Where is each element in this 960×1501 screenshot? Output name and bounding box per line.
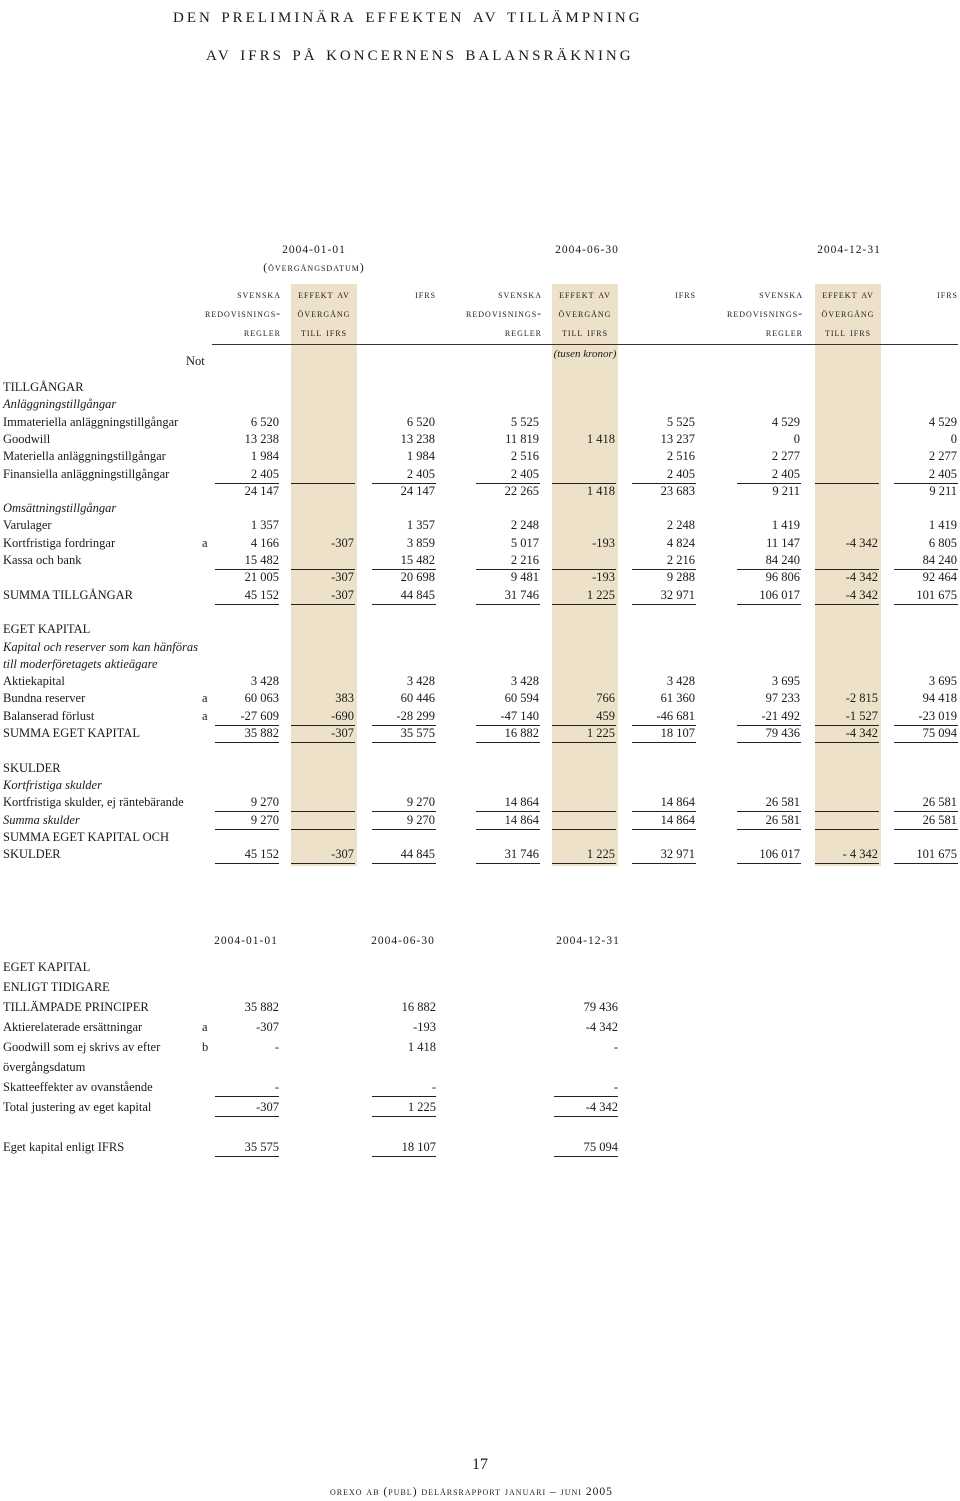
cell-value: 3 428 (406, 674, 435, 689)
cell-value: 101 675 (916, 847, 957, 862)
cell-value: -4 342 (845, 570, 878, 585)
equity-row-label: Total justering av eget kapital (3, 1100, 152, 1114)
unit-label: (tusen kronor) (553, 348, 617, 360)
cell-value: 1 357 (250, 518, 279, 533)
equity-row-label: övergångsdatum (3, 1060, 86, 1074)
cell-value: -307 (331, 570, 354, 585)
cell-value: 2 405 (250, 466, 279, 481)
equity-row (0, 1080, 960, 1097)
cell-value: 9 270 (250, 812, 279, 827)
table-row (0, 415, 960, 432)
row-label: EGET KAPITAL (3, 622, 91, 637)
page-title-line1: den preliminära effekten av tillämpning (173, 2, 643, 27)
row-label: Materiella anläggningstillgångar (3, 449, 166, 464)
cell-value: 2 248 (510, 518, 539, 533)
cell-value: 5 017 (510, 535, 539, 550)
equity-value: 75 094 (583, 1140, 618, 1154)
date-header-1-sub: (övergångsdatum) (263, 262, 365, 274)
equity-row (0, 1100, 960, 1117)
equity-row (0, 1060, 960, 1077)
cell-value: 14 864 (660, 795, 695, 810)
col-header-svenska-3-3: regler (765, 327, 803, 339)
col-header-effekt-2-3: till ifrs (561, 327, 609, 339)
cell-value: 23 683 (660, 483, 695, 498)
cell-value: 60 594 (504, 691, 539, 706)
table-row (0, 761, 960, 778)
cell-value: 101 675 (916, 587, 957, 602)
table-row (0, 847, 960, 864)
cell-value: 3 428 (510, 674, 539, 689)
cell-value: 6 520 (406, 414, 435, 429)
cell-value: 35 882 (244, 726, 279, 740)
cell-value: 1 984 (406, 449, 435, 464)
cell-value: 766 (596, 691, 615, 706)
cell-value: -4 342 (845, 726, 878, 740)
row-note: a (202, 535, 208, 550)
underline-rule (815, 863, 879, 864)
row-label: Summa skulder (3, 812, 80, 827)
cell-value: 31 746 (504, 587, 539, 602)
cell-value: 9 270 (406, 812, 435, 827)
underline-rule (632, 863, 696, 864)
equity-row (0, 1140, 960, 1157)
row-label: Kapital och reserver som kan hänföras (3, 639, 199, 654)
cell-value: 9 288 (666, 570, 695, 585)
equity-row (0, 1040, 960, 1057)
cell-value: 13 238 (400, 431, 435, 446)
equity-value: 35 882 (244, 1000, 279, 1014)
cell-value: 35 575 (400, 726, 435, 740)
table-row (0, 743, 960, 760)
underline-rule (894, 863, 958, 864)
col-header-ifrs-3: ifrs (937, 289, 958, 301)
cell-value: 4 824 (666, 535, 695, 550)
table-row (0, 432, 960, 449)
col-header-effekt-3-3: till ifrs (824, 327, 872, 339)
cell-value: -21 492 (761, 708, 800, 723)
equity-value: -4 342 (585, 1020, 618, 1034)
underline-rule (215, 1116, 279, 1117)
col-header-svenska-2-3: regler (504, 327, 542, 339)
table-row (0, 657, 960, 674)
cell-value: 3 859 (406, 535, 435, 550)
table-row (0, 622, 960, 639)
cell-value: -307 (331, 726, 354, 740)
row-label: Varulager (3, 518, 52, 533)
footer-text: orexo ab (publ) delårsrapport januari – juni 2005 (330, 1486, 613, 1498)
cell-value: 11 147 (766, 535, 800, 550)
row-label: SUMMA TILLGÅNGAR (3, 587, 133, 602)
equity-date-3: 2004-12-31 (556, 935, 620, 947)
underline-rule (372, 1096, 436, 1097)
table-row (0, 830, 960, 847)
row-label: Anläggningstillgångar (3, 397, 117, 412)
equity-row (0, 960, 960, 977)
cell-value: 2 216 (666, 553, 695, 567)
row-label: Finansiella anläggningstillgångar (3, 466, 170, 481)
cell-value: 97 233 (765, 691, 800, 706)
cell-value: 14 864 (660, 812, 695, 827)
cell-value: 31 746 (504, 847, 539, 862)
cell-value: 16 882 (504, 726, 539, 740)
cell-value: 44 845 (400, 847, 435, 862)
cell-value: 9 270 (250, 795, 279, 810)
underline-rule (215, 1096, 279, 1097)
table-row (0, 709, 960, 726)
col-header-svenska-1-1: svenska (237, 289, 281, 301)
cell-value: 75 094 (922, 726, 957, 740)
header-rule (212, 344, 958, 345)
col-header-svenska-3-1: svenska (759, 289, 803, 301)
cell-value: 84 240 (922, 553, 957, 567)
equity-date-2: 2004-06-30 (371, 935, 435, 947)
cell-value: -4 342 (845, 587, 878, 602)
underline-rule (552, 863, 616, 864)
table-row (0, 778, 960, 795)
cell-value: 96 806 (765, 570, 800, 585)
equity-row (0, 980, 960, 997)
cell-value: 6 520 (250, 414, 279, 429)
cell-value: 9 481 (510, 570, 539, 585)
underline-rule (554, 1116, 618, 1117)
row-label: Aktiekapital (3, 674, 65, 689)
cell-value: 44 845 (400, 587, 435, 602)
cell-value: 1 225 (586, 587, 615, 602)
cell-value: 32 971 (660, 587, 695, 602)
col-header-ifrs-2: ifrs (675, 289, 696, 301)
underline-rule (554, 1096, 618, 1097)
table-row (0, 570, 960, 587)
cell-value: 24 147 (244, 483, 279, 498)
equity-value: 18 107 (401, 1140, 436, 1154)
col-header-svenska-1-3: regler (243, 327, 281, 339)
cell-value: 13 237 (660, 431, 695, 446)
cell-value: 2 216 (510, 553, 539, 567)
col-header-svenska-3-2: redovisnings- (727, 308, 803, 320)
equity-row-note: b (202, 1040, 209, 1054)
underline-rule (737, 863, 801, 864)
row-label: Goodwill (3, 431, 51, 446)
equity-value: - (431, 1080, 436, 1094)
underline-rule (372, 863, 436, 864)
cell-value: 20 698 (400, 570, 435, 585)
equity-value: 1 418 (407, 1040, 436, 1054)
equity-value: - (274, 1040, 279, 1054)
cell-value: 459 (596, 708, 615, 723)
cell-value: -307 (331, 587, 354, 602)
row-label: Immateriella anläggningstillgångar (3, 414, 179, 429)
cell-value: -193 (592, 570, 615, 585)
underline-rule (372, 1116, 436, 1117)
table-row (0, 691, 960, 708)
equity-row-label: EGET KAPITAL (3, 960, 91, 974)
underline-rule (372, 1156, 436, 1157)
cell-value: 3 428 (250, 674, 279, 689)
cell-value: -28 299 (396, 708, 435, 723)
equity-row-label: Goodwill som ej skrivs av efter (3, 1040, 161, 1054)
cell-value: 106 017 (759, 587, 800, 602)
cell-value: 1 418 (586, 431, 615, 446)
cell-value: 26 581 (765, 812, 800, 827)
table-row (0, 484, 960, 501)
row-label: TILLGÅNGAR (3, 380, 84, 394)
equity-row (0, 1020, 960, 1037)
cell-value: 26 581 (922, 795, 957, 810)
row-label: Balanserad förlust (3, 708, 95, 723)
row-label: till moderföretagets aktieägare (3, 656, 158, 671)
cell-value: 5 525 (666, 414, 695, 429)
cell-value: 11 819 (505, 431, 539, 446)
date-header-1: 2004-01-01 (282, 244, 346, 256)
table-row (0, 397, 960, 414)
table-row (0, 449, 960, 466)
cell-value: 3 428 (666, 674, 695, 689)
underline-rule (291, 863, 355, 864)
page-number: 17 (472, 1456, 488, 1473)
cell-value: 2 405 (406, 466, 435, 481)
row-label: Kortfristiga skulder (3, 777, 102, 792)
cell-value: 14 864 (504, 795, 539, 810)
cell-value: 14 864 (504, 812, 539, 827)
cell-value: 0 (793, 431, 800, 446)
col-header-svenska-2-2: redovisnings- (466, 308, 542, 320)
col-header-effekt-1-1: effekt av (298, 289, 350, 301)
table-row (0, 380, 960, 397)
equity-value: 1 225 (407, 1100, 436, 1114)
table-row (0, 553, 960, 570)
cell-value: -4 342 (845, 535, 878, 550)
cell-value: 1 419 (771, 518, 800, 533)
equity-value: - (274, 1080, 279, 1094)
underline-rule (215, 863, 279, 864)
col-header-effekt-3-2: övergång (821, 308, 875, 320)
equity-value: - (613, 1080, 618, 1094)
cell-value: 21 005 (244, 570, 279, 585)
col-header-effekt-2-2: övergång (558, 308, 612, 320)
equity-value: -4 342 (585, 1100, 618, 1114)
cell-value: 2 516 (666, 449, 695, 464)
equity-value: 35 575 (244, 1140, 279, 1154)
cell-value: -193 (592, 535, 615, 550)
cell-value: -690 (331, 708, 354, 723)
cell-value: 15 482 (400, 553, 435, 567)
cell-value: 1 225 (586, 847, 615, 862)
cell-value: -2 815 (845, 691, 878, 706)
row-note: a (202, 708, 208, 723)
cell-value: 61 360 (660, 691, 695, 706)
date-header-3: 2004-12-31 (817, 244, 881, 256)
row-label: Kassa och bank (3, 553, 82, 567)
cell-value: 2 277 (928, 449, 957, 464)
cell-value: 1 418 (586, 483, 615, 498)
row-label: SUMMA EGET KAPITAL (3, 726, 140, 740)
cell-value: - 4 342 (842, 847, 878, 862)
underline-rule (476, 863, 540, 864)
col-header-ifrs-1: ifrs (415, 289, 436, 301)
cell-value: 1 419 (928, 518, 957, 533)
table-row (0, 795, 960, 812)
table-row (0, 813, 960, 830)
cell-value: 3 695 (771, 674, 800, 689)
cell-value: 15 482 (244, 553, 279, 567)
table-row (0, 501, 960, 518)
equity-row-label: Eget kapital enligt IFRS (3, 1140, 125, 1154)
cell-value: 9 270 (406, 795, 435, 810)
page-title-line2: av ifrs på koncernens balansräkning (206, 40, 634, 65)
cell-value: 0 (950, 431, 957, 446)
cell-value: 1 225 (586, 726, 615, 740)
table-row (0, 640, 960, 657)
col-header-svenska-1-2: redovisnings- (205, 308, 281, 320)
cell-value: 60 446 (400, 691, 435, 706)
cell-value: 84 240 (765, 553, 800, 567)
row-label: Omsättningstillgångar (3, 501, 117, 516)
cell-value: 2 248 (666, 518, 695, 533)
cell-value: 22 265 (504, 483, 539, 498)
row-label: Kortfristiga skulder, ej räntebärande (3, 795, 184, 810)
table-row (0, 588, 960, 605)
cell-value: 1 984 (250, 449, 279, 464)
equity-value: -307 (256, 1100, 279, 1114)
cell-value: -1 527 (845, 708, 878, 723)
not-header: Not (186, 354, 205, 368)
cell-value: 1 357 (406, 518, 435, 533)
equity-row-label: Skatteeffekter av ovanstående (3, 1080, 153, 1094)
table-row (0, 518, 960, 535)
cell-value: 2 405 (928, 466, 957, 481)
cell-value: 2 405 (666, 466, 695, 481)
cell-value: 9 211 (772, 483, 800, 498)
equity-value: 16 882 (401, 1000, 436, 1014)
cell-value: 383 (335, 691, 354, 706)
equity-row-label: TILLÄMPADE PRINCIPER (3, 1000, 149, 1014)
cell-value: 2 277 (771, 449, 800, 464)
cell-value: 79 436 (765, 726, 800, 740)
table-row (0, 536, 960, 553)
col-header-effekt-2-1: effekt av (559, 289, 611, 301)
cell-value: 6 805 (928, 535, 957, 550)
cell-value: 24 147 (400, 483, 435, 498)
equity-value: 79 436 (583, 1000, 618, 1014)
underline-rule (554, 1156, 618, 1157)
cell-value: 94 418 (922, 691, 957, 706)
date-header-2: 2004-06-30 (555, 244, 619, 256)
equity-date-1: 2004-01-01 (214, 935, 278, 947)
table-row (0, 605, 960, 622)
cell-value: 3 695 (928, 674, 957, 689)
equity-value: - (613, 1040, 618, 1054)
table-row (0, 674, 960, 691)
cell-value: 2 516 (510, 449, 539, 464)
equity-value: -193 (413, 1020, 436, 1034)
row-label: SUMMA EGET KAPITAL OCH (3, 829, 170, 844)
equity-row (0, 1120, 960, 1137)
cell-value: 26 581 (922, 812, 957, 827)
cell-value: 4 529 (771, 414, 800, 429)
col-header-svenska-2-1: svenska (498, 289, 542, 301)
cell-value: 5 525 (510, 414, 539, 429)
row-label: SKULDER (3, 847, 61, 862)
cell-value: 106 017 (759, 847, 800, 862)
cell-value: -47 140 (500, 708, 539, 723)
cell-value: 9 211 (929, 483, 957, 498)
row-label: SKULDER (3, 760, 61, 775)
col-header-effekt-1-2: övergång (297, 308, 351, 320)
cell-value: 18 107 (660, 726, 695, 740)
cell-value: 13 238 (244, 431, 279, 446)
col-header-effekt-1-3: till ifrs (300, 327, 348, 339)
cell-value: 4 529 (928, 414, 957, 429)
cell-value: 2 405 (510, 466, 539, 481)
row-label: Kortfristiga fordringar (3, 535, 116, 550)
table-row (0, 726, 960, 743)
cell-value: 45 152 (244, 847, 279, 862)
row-label: Bundna reserver (3, 691, 86, 706)
cell-value: 92 464 (922, 570, 957, 585)
cell-value: 45 152 (244, 587, 279, 602)
cell-value: 60 063 (244, 691, 279, 706)
col-header-effekt-3-1: effekt av (822, 289, 874, 301)
cell-value: -23 019 (918, 708, 957, 723)
equity-row-note: a (202, 1020, 208, 1034)
cell-value: -307 (331, 535, 354, 550)
cell-value: -27 609 (240, 708, 279, 723)
equity-row (0, 1000, 960, 1017)
equity-row-label: ENLIGT TIDIGARE (3, 980, 110, 994)
cell-value: 26 581 (765, 795, 800, 810)
equity-value: -307 (256, 1020, 279, 1034)
cell-value: -46 681 (656, 708, 695, 723)
equity-row-label: Aktierelaterade ersättningar (3, 1020, 143, 1034)
cell-value: 32 971 (660, 847, 695, 862)
underline-rule (215, 1156, 279, 1157)
cell-value: 4 166 (250, 535, 279, 550)
row-note: a (202, 691, 208, 706)
cell-value: 2 405 (771, 466, 800, 481)
cell-value: -307 (331, 847, 354, 862)
table-row (0, 467, 960, 484)
